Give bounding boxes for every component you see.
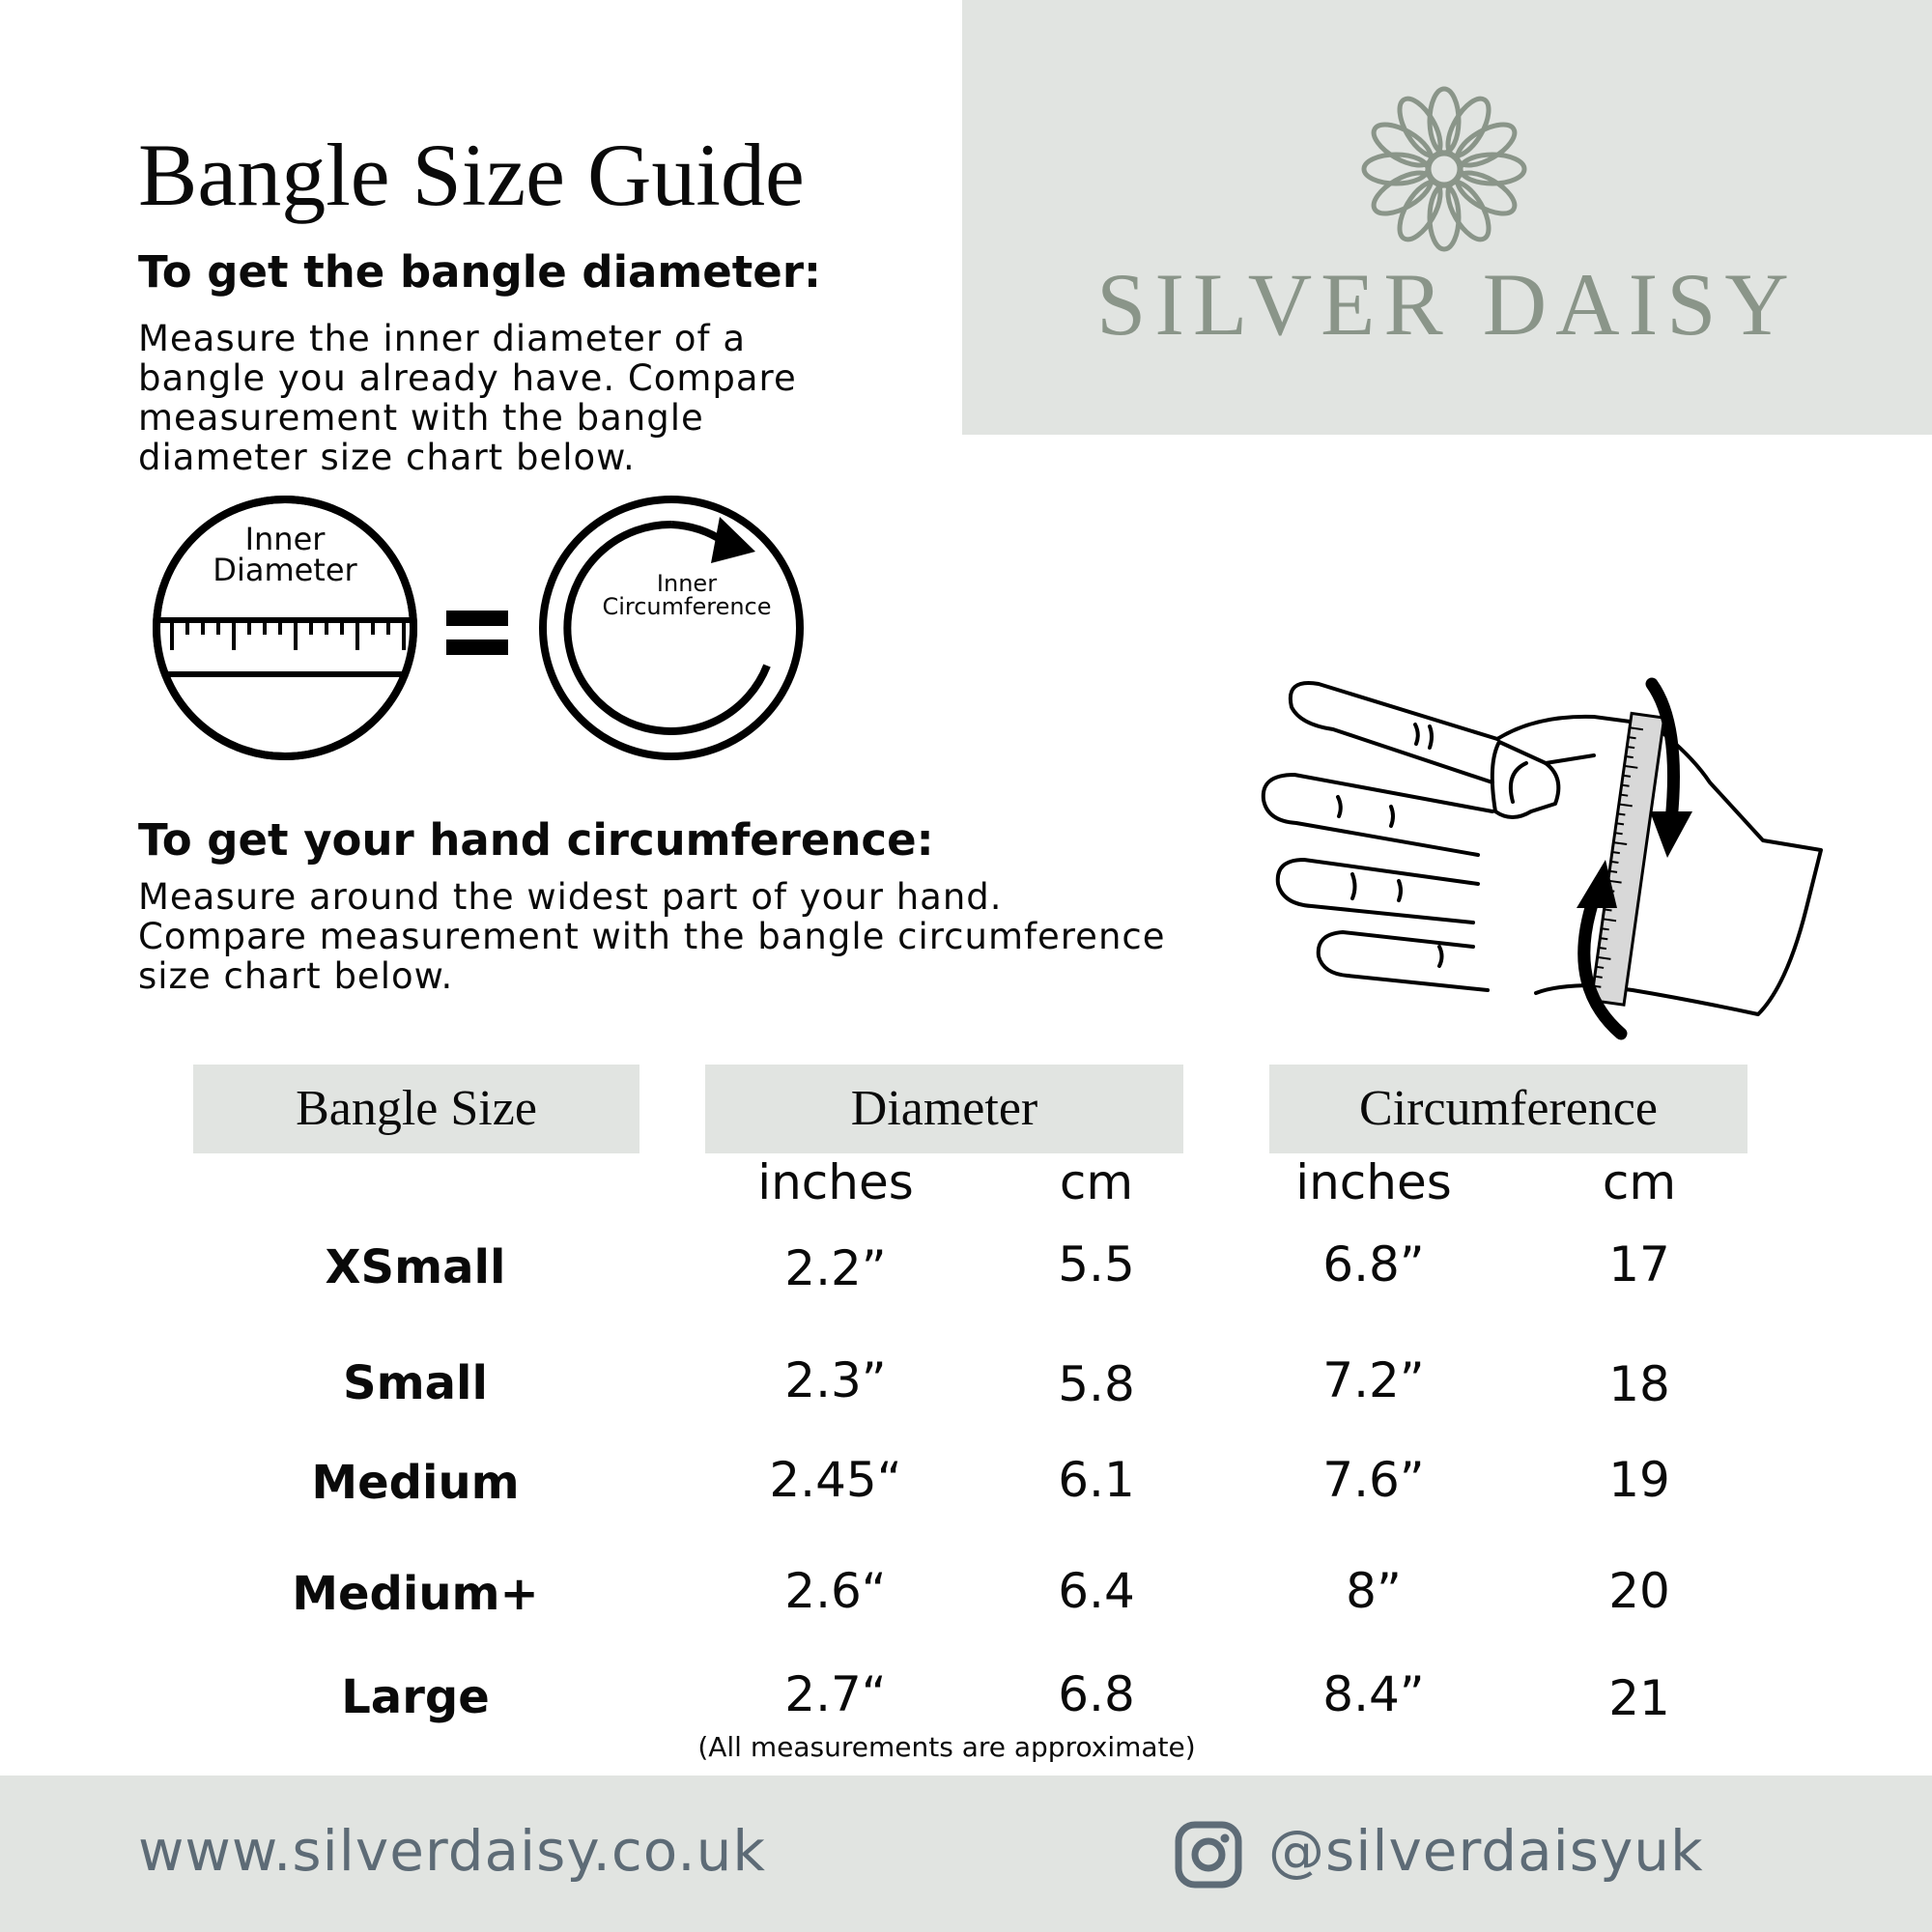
header-circumference-label: Circumference bbox=[1359, 1081, 1658, 1136]
row-circumference-inches: 8.4” bbox=[1322, 1666, 1425, 1722]
row-size-label: XSmall bbox=[325, 1240, 506, 1294]
header-circumference bbox=[1269, 1065, 1747, 1153]
diameter-instructions bbox=[138, 319, 872, 477]
header-diameter-label: Diameter bbox=[850, 1081, 1038, 1136]
inner-diameter-label-line: Inner bbox=[244, 521, 326, 557]
row-circumference-cm: 18 bbox=[1608, 1356, 1670, 1412]
hand-measure-icon bbox=[1246, 667, 1835, 1053]
diameter-instructions-line: diameter size chart below. bbox=[138, 437, 636, 478]
unit-circumference-inches: inches bbox=[1295, 1154, 1452, 1210]
row-size-label: Medium+ bbox=[292, 1567, 539, 1621]
row-diameter-inches: 2.2” bbox=[784, 1240, 887, 1296]
diameter-heading: To get the bangle diameter: bbox=[138, 246, 822, 298]
brand-name: SILVER DAISY bbox=[1096, 255, 1798, 354]
unit-circumference-cm: cm bbox=[1602, 1154, 1677, 1210]
website-link[interactable]: www.silverdaisy.co.uk bbox=[138, 1818, 767, 1884]
row-circumference-inches: 6.8” bbox=[1322, 1236, 1425, 1293]
row-diameter-inches: 2.7“ bbox=[784, 1666, 887, 1722]
inner-diameter-label bbox=[145, 521, 425, 588]
diameter-instructions-line: Measure the inner diameter of a bbox=[138, 318, 746, 359]
row-circumference-cm: 17 bbox=[1608, 1236, 1670, 1293]
daisy-logo-icon bbox=[1357, 82, 1531, 256]
row-diameter-inches: 2.3” bbox=[784, 1352, 887, 1408]
diameter-instructions-line: measurement with the bangle bbox=[138, 397, 704, 439]
circumference-heading: To get your hand circumference: bbox=[138, 814, 934, 866]
approximate-note: (All measurements are approximate) bbox=[697, 1731, 1196, 1763]
page-title: Bangle Size Guide bbox=[138, 126, 805, 224]
row-circumference-cm: 19 bbox=[1608, 1452, 1670, 1508]
circumference-instructions-line: Measure around the widest part of your hand. bbox=[138, 876, 1003, 918]
row-diameter-cm: 6.8 bbox=[1058, 1666, 1135, 1722]
inner-circumference-label-line: Circumference bbox=[602, 593, 772, 620]
row-circumference-inches: 7.2” bbox=[1322, 1352, 1425, 1408]
circumference-instructions bbox=[138, 877, 1239, 996]
equals-icon bbox=[446, 639, 508, 655]
header-diameter bbox=[705, 1065, 1183, 1153]
circumference-instructions-line: size chart below. bbox=[138, 955, 454, 997]
equals-icon bbox=[446, 611, 508, 626]
row-circumference-cm: 21 bbox=[1608, 1670, 1670, 1726]
inner-diameter-label-line: Diameter bbox=[213, 552, 357, 588]
row-diameter-cm: 6.1 bbox=[1058, 1452, 1135, 1508]
row-circumference-cm: 20 bbox=[1608, 1563, 1670, 1619]
inner-circumference-label bbox=[580, 572, 794, 618]
row-circumference-inches: 7.6” bbox=[1322, 1452, 1425, 1508]
header-bangle-size bbox=[193, 1065, 639, 1153]
row-circumference-inches: 8” bbox=[1346, 1563, 1402, 1619]
instagram-icon[interactable] bbox=[1174, 1820, 1243, 1889]
diameter-instructions-line: bangle you already have. Compare bbox=[138, 357, 797, 399]
row-size-label: Small bbox=[343, 1356, 488, 1410]
row-size-label: Medium bbox=[311, 1456, 520, 1510]
row-diameter-cm: 6.4 bbox=[1058, 1563, 1135, 1619]
instagram-handle[interactable]: @silverdaisyuk bbox=[1268, 1818, 1704, 1884]
row-size-label: Large bbox=[341, 1670, 490, 1724]
row-diameter-cm: 5.8 bbox=[1058, 1356, 1135, 1412]
row-diameter-inches: 2.45“ bbox=[769, 1452, 902, 1508]
header-bangle-size-label: Bangle Size bbox=[296, 1081, 537, 1136]
unit-diameter-cm: cm bbox=[1059, 1154, 1134, 1210]
circumference-arrow-icon bbox=[531, 488, 811, 768]
unit-diameter-inches: inches bbox=[757, 1154, 914, 1210]
row-diameter-cm: 5.5 bbox=[1058, 1236, 1135, 1293]
row-diameter-inches: 2.6“ bbox=[784, 1563, 887, 1619]
inner-circumference-label-line: Inner bbox=[656, 570, 718, 597]
circumference-instructions-line: Compare measurement with the bangle circumference bbox=[138, 916, 1166, 957]
